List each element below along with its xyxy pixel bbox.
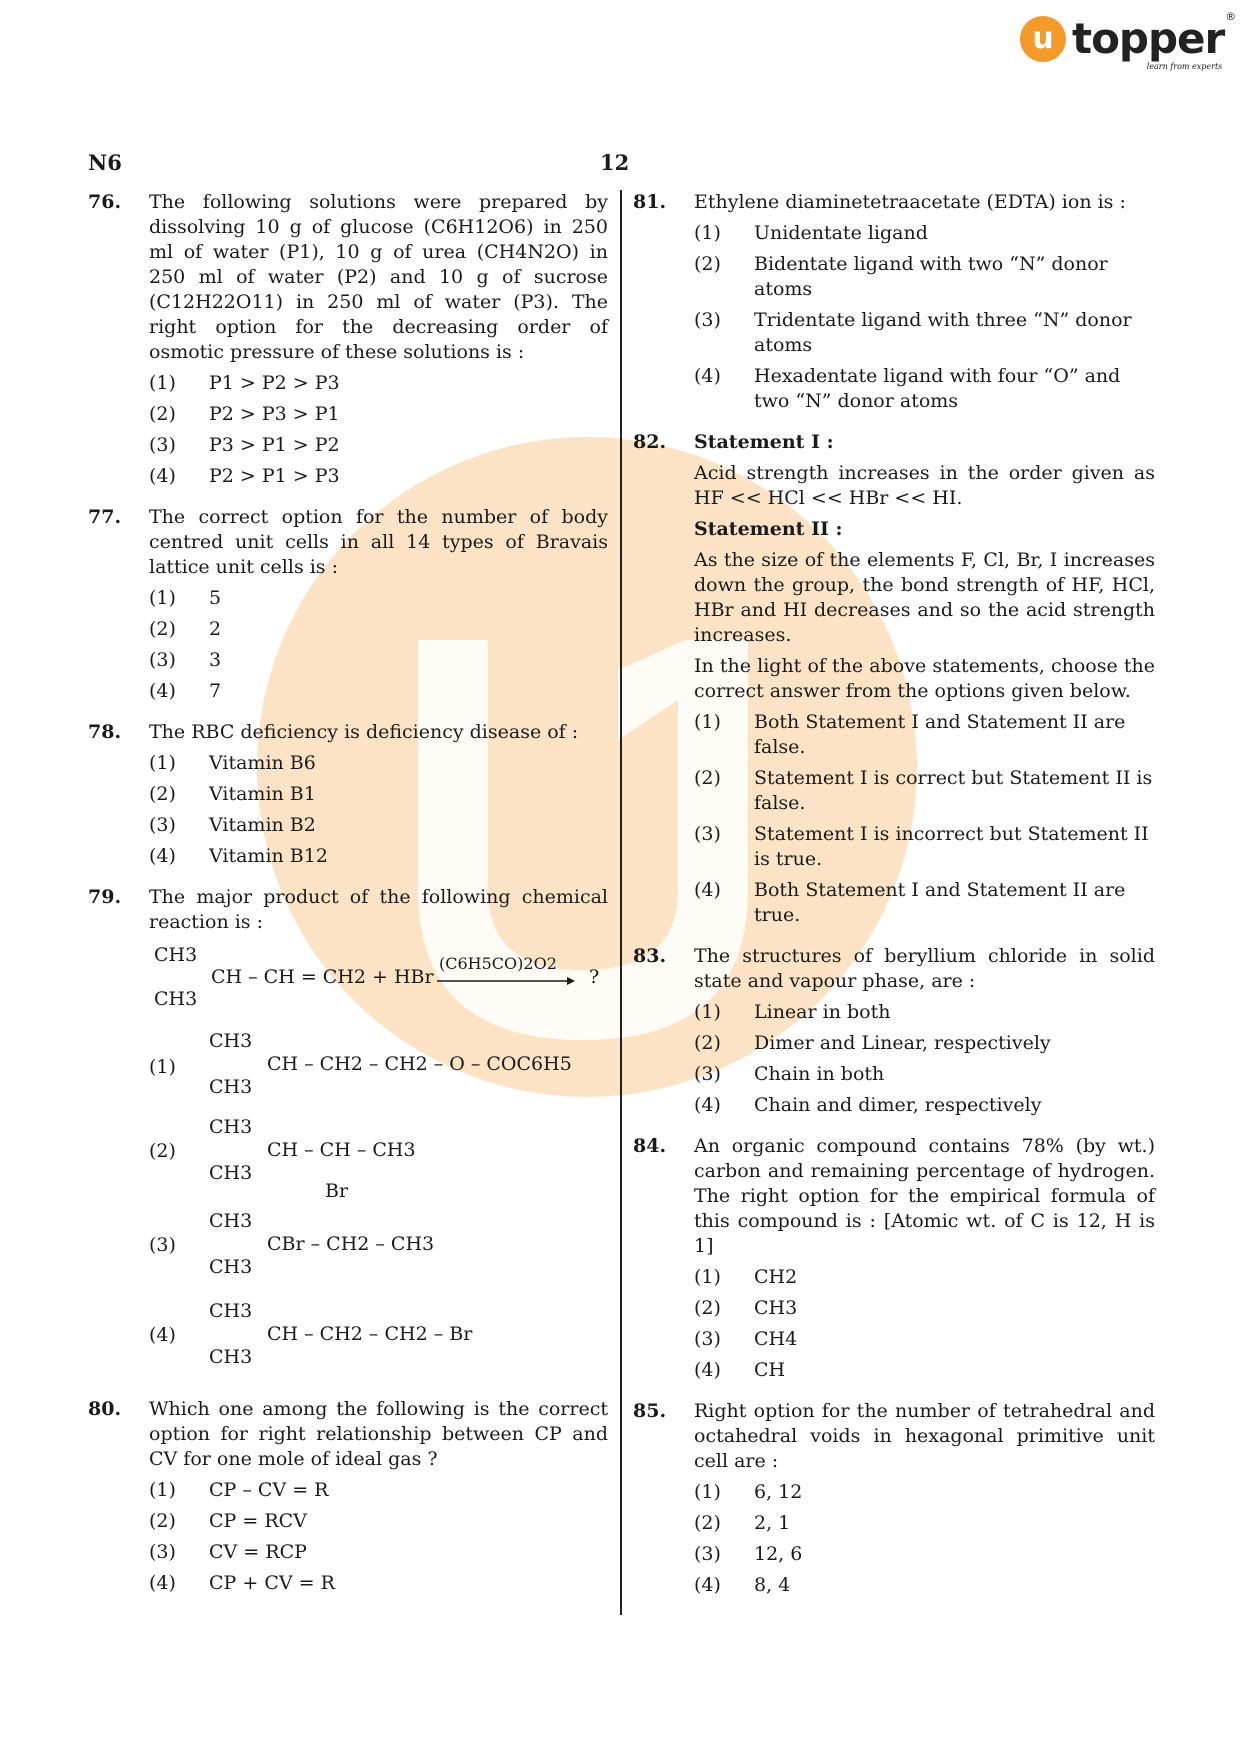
option-text: CH – CH2 – CH2 – O – COC6H5: [267, 1053, 572, 1075]
option-label: (2): [694, 1512, 721, 1534]
question-84: [633, 1134, 1155, 1383]
option-4[interactable]: [694, 1573, 1155, 1598]
question-text: Which one among the following is the correct option for right relationship between CP and CV for one mole of ideal gas ?: [149, 1398, 608, 1470]
question-text: The RBC deficiency is deficiency disease of :: [149, 721, 579, 743]
option-3[interactable]: [149, 1205, 608, 1291]
option-2[interactable]: [694, 252, 1155, 302]
statement-1-text: Acid strength increases in the order given as HF << HCl << HBr << HI.: [694, 462, 1155, 509]
question-number: 76.: [88, 191, 122, 213]
option-label: (2): [694, 1297, 721, 1319]
question-number: 84.: [633, 1135, 667, 1157]
logo-u-icon: u: [1020, 16, 1066, 62]
option-text: CP – CV = R: [209, 1479, 329, 1501]
option-label: (3): [149, 434, 176, 456]
question-81: [633, 190, 1155, 414]
option-label: (4): [149, 680, 176, 702]
option-label: (1): [149, 1056, 176, 1078]
methyl-bottom: CH3: [209, 1346, 253, 1368]
option-text: Vitamin B6: [209, 752, 316, 774]
option-label: (3): [694, 309, 721, 331]
option-label: (3): [694, 1063, 721, 1085]
column-divider: [620, 190, 622, 1615]
option-label: (4): [694, 365, 721, 387]
question-85: [633, 1399, 1155, 1598]
option-3[interactable]: [149, 1540, 608, 1565]
option-label: (3): [149, 1541, 176, 1563]
option-text: 2: [209, 618, 222, 640]
option-3[interactable]: [694, 822, 1155, 872]
logo-tagline: learn from experts: [1146, 62, 1223, 71]
option-label: (2): [149, 618, 176, 640]
question-83: [633, 944, 1155, 1118]
methyl-top: CH3: [154, 944, 198, 966]
question-number: 85.: [633, 1400, 667, 1422]
option-text: Vitamin B2: [209, 814, 316, 836]
option-3[interactable]: [149, 433, 608, 458]
option-4[interactable]: [149, 844, 608, 869]
question-79: [88, 885, 608, 1381]
option-label: (4): [694, 1094, 721, 1116]
option-text: Both Statement I and Statement II are false.: [754, 711, 1126, 758]
question-78: [88, 720, 608, 869]
methyl-top: CH3: [209, 1300, 253, 1322]
option-text: Chain and dimer, respectively: [754, 1094, 1042, 1116]
question-text: The major product of the following chemical reaction is :: [149, 886, 608, 933]
option-label: (4): [149, 845, 176, 867]
option-3[interactable]: [694, 1542, 1155, 1567]
option-3[interactable]: [149, 648, 608, 673]
option-text: Vitamin B12: [209, 845, 328, 867]
question-number: 82.: [633, 431, 667, 453]
option-3[interactable]: [149, 813, 608, 838]
option-text: P2 > P3 > P1: [209, 403, 340, 425]
option-text: Vitamin B1: [209, 783, 316, 805]
right-column: [633, 190, 1155, 1614]
option-text: Unidentate ligand: [754, 222, 928, 244]
option-text: Hexadentate ligand with four “O” and two “N” donor atoms: [754, 365, 1121, 412]
option-2[interactable]: [149, 617, 608, 642]
reaction-product: ?: [589, 966, 600, 988]
methyl-bottom: CH3: [154, 988, 198, 1010]
option-label: (2): [149, 783, 176, 805]
option-label: (3): [149, 1234, 176, 1256]
option-1[interactable]: [149, 751, 608, 776]
option-label: (2): [694, 1032, 721, 1054]
question-82: [633, 430, 1155, 928]
option-text: 7: [209, 680, 222, 702]
option-2[interactable]: [694, 1296, 1155, 1321]
question-text: An organic compound contains 78% (by wt.) carbon and remaining percentage of hydrogen. The right option for the empirical formula of this compound is : [Atomic wt. of C is 12, H is 1]: [694, 1135, 1155, 1257]
option-1[interactable]: [149, 1025, 608, 1111]
question-77: [88, 505, 608, 704]
option-1[interactable]: [694, 1480, 1155, 1505]
option-2[interactable]: [149, 1115, 608, 1201]
option-label: (2): [149, 1140, 176, 1162]
option-text: CH: [754, 1359, 786, 1381]
option-label: (2): [694, 767, 721, 789]
option-text: CH2: [754, 1266, 798, 1288]
option-4[interactable]: [149, 464, 608, 489]
option-text: Dimer and Linear, respectively: [754, 1032, 1051, 1054]
statement-2-label: [694, 517, 1155, 542]
methyl-top: CH3: [209, 1116, 253, 1138]
option-1[interactable]: [694, 221, 1155, 246]
option-text: CH – CH – CH3: [267, 1139, 416, 1161]
option-label: (2): [694, 253, 721, 275]
option-4[interactable]: [149, 1295, 608, 1381]
question-text: The structures of beryllium chloride in solid state and vapour phase, are :: [694, 945, 1155, 992]
option-text: CP + CV = R: [209, 1572, 335, 1594]
option-1[interactable]: [694, 1000, 1155, 1025]
reaction-arrow-icon: [437, 975, 577, 987]
option-4[interactable]: [694, 1093, 1155, 1118]
registered-mark: ®: [1225, 10, 1237, 23]
question-76: [88, 190, 608, 489]
option-1[interactable]: [149, 371, 608, 396]
option-2[interactable]: [694, 1031, 1155, 1056]
option-text: P3 > P1 > P2: [209, 434, 340, 456]
option-label: (3): [149, 814, 176, 836]
option-label: (1): [149, 372, 176, 394]
option-4[interactable]: [149, 679, 608, 704]
option-label: (1): [694, 1481, 721, 1503]
option-1[interactable]: [694, 710, 1155, 760]
statement-2-heading: Statement II :: [694, 518, 843, 540]
question-number: 79.: [88, 886, 122, 908]
reaction-equation: [149, 943, 608, 1021]
option-2[interactable]: [694, 766, 1155, 816]
question-number: 78.: [88, 721, 122, 743]
option-label: (4): [149, 465, 176, 487]
option-1[interactable]: [694, 1265, 1155, 1290]
option-text: P1 > P2 > P3: [209, 372, 340, 394]
option-text: Chain in both: [754, 1063, 885, 1085]
option-label: (2): [149, 403, 176, 425]
question-80: [88, 1397, 608, 1596]
option-text: Both Statement I and Statement II are true.: [754, 879, 1126, 926]
option-text: P2 > P1 > P3: [209, 465, 340, 487]
statement-1-heading: Statement I :: [694, 431, 834, 453]
option-label: (1): [694, 222, 721, 244]
reaction-chain: CH – CH = CH2 + HBr: [211, 966, 434, 988]
option-4[interactable]: [694, 1358, 1155, 1383]
option-text: 12, 6: [754, 1543, 803, 1565]
option-text: CP = RCV: [209, 1510, 307, 1532]
left-column: [88, 190, 608, 1612]
option-text: Linear in both: [754, 1001, 891, 1023]
option-text: CH4: [754, 1328, 798, 1350]
option-label: (3): [694, 1328, 721, 1350]
option-label: (1): [694, 1266, 721, 1288]
option-4[interactable]: [694, 364, 1155, 414]
methyl-bottom: CH3: [209, 1076, 253, 1098]
option-4[interactable]: [149, 1571, 608, 1596]
option-2[interactable]: [149, 1509, 608, 1534]
option-label: (1): [149, 1479, 176, 1501]
option-label: (4): [694, 879, 721, 901]
option-1[interactable]: [149, 586, 608, 611]
option-text: 5: [209, 587, 222, 609]
question-text: The following solutions were prepared by dissolving 10 g of glucose (C6H12O6) in 250 ml of water (P1), 10 g of urea (CH4N2O) in 250 ml of water (P2) and 10 g of sucrose (C12H22O11) in 250 ml of water (P3). The right option for the decreasing order of osmotic pressure of these solutions is :: [149, 191, 608, 363]
methyl-top: CH3: [209, 1030, 253, 1052]
question-number: 83.: [633, 945, 667, 967]
question-number: 80.: [88, 1398, 122, 1420]
option-text: 2, 1: [754, 1512, 791, 1534]
option-2[interactable]: [149, 782, 608, 807]
page-number: 12: [600, 150, 630, 175]
question-text: Right option for the number of tetrahedral and octahedral voids in hexagonal primitive unit cell are :: [694, 1400, 1155, 1472]
question-number: 81.: [633, 191, 667, 213]
option-2[interactable]: [694, 1511, 1155, 1536]
option-label: (4): [149, 1324, 176, 1346]
option-text: Tridentate ligand with three “N” donor atoms: [754, 309, 1132, 356]
methyl-top: CH3: [209, 1210, 253, 1232]
option-4[interactable]: [694, 878, 1155, 928]
option-text: 3: [209, 649, 222, 671]
statement-2-text: As the size of the elements F, Cl, Br, I increases down the group, the bond strength of HF, HCl, HBr and HI decreases and so the acid strength increases.: [694, 549, 1155, 646]
option-text: CH – CH2 – CH2 – Br: [267, 1323, 473, 1345]
question-text: The correct option for the number of body centred unit cells in all 14 types of Bravais lattice unit cells is :: [149, 506, 608, 578]
utopper-logo: [1020, 10, 1237, 71]
option-label: (3): [694, 1543, 721, 1565]
paper-code: N6: [88, 150, 122, 175]
option-text: Bidentate ligand with two “N” donor atoms: [754, 253, 1108, 300]
option-text: CBr – CH2 – CH3: [267, 1233, 435, 1255]
option-2[interactable]: [149, 402, 608, 427]
option-text: Statement I is incorrect but Statement II is true.: [754, 823, 1149, 870]
methyl-bottom: CH3: [209, 1256, 253, 1278]
option-label: (3): [149, 649, 176, 671]
methyl-bottom: CH3: [209, 1162, 253, 1184]
statement-1-label: [694, 430, 1155, 455]
option-text: 6, 12: [754, 1481, 803, 1503]
option-label: (1): [694, 711, 721, 733]
option-label: (2): [149, 1510, 176, 1532]
logo-wordmark: topper: [1072, 14, 1225, 63]
option-label: (4): [149, 1572, 176, 1594]
option-label: (3): [694, 823, 721, 845]
option-label: (1): [149, 587, 176, 609]
question-text: Ethylene diaminetetraacetate (EDTA) ion is :: [694, 191, 1126, 213]
option-3[interactable]: [694, 308, 1155, 358]
question-number: 77.: [88, 506, 122, 528]
option-text: 8, 4: [754, 1574, 791, 1596]
option-3[interactable]: [694, 1062, 1155, 1087]
bromine-substituent: Br: [325, 1180, 349, 1202]
option-label: (1): [149, 752, 176, 774]
reagent: (C6H5CO)2O2: [439, 954, 557, 973]
option-label: (4): [694, 1359, 721, 1381]
option-text: CV = RCP: [209, 1541, 307, 1563]
option-1[interactable]: [149, 1478, 608, 1503]
option-text: Statement I is correct but Statement II is false.: [754, 767, 1153, 814]
option-label: (1): [694, 1001, 721, 1023]
instruction-text: In the light of the above statements, choose the correct answer from the options given below.: [694, 655, 1155, 702]
option-label: (4): [694, 1574, 721, 1596]
option-3[interactable]: [694, 1327, 1155, 1352]
option-text: CH3: [754, 1297, 798, 1319]
